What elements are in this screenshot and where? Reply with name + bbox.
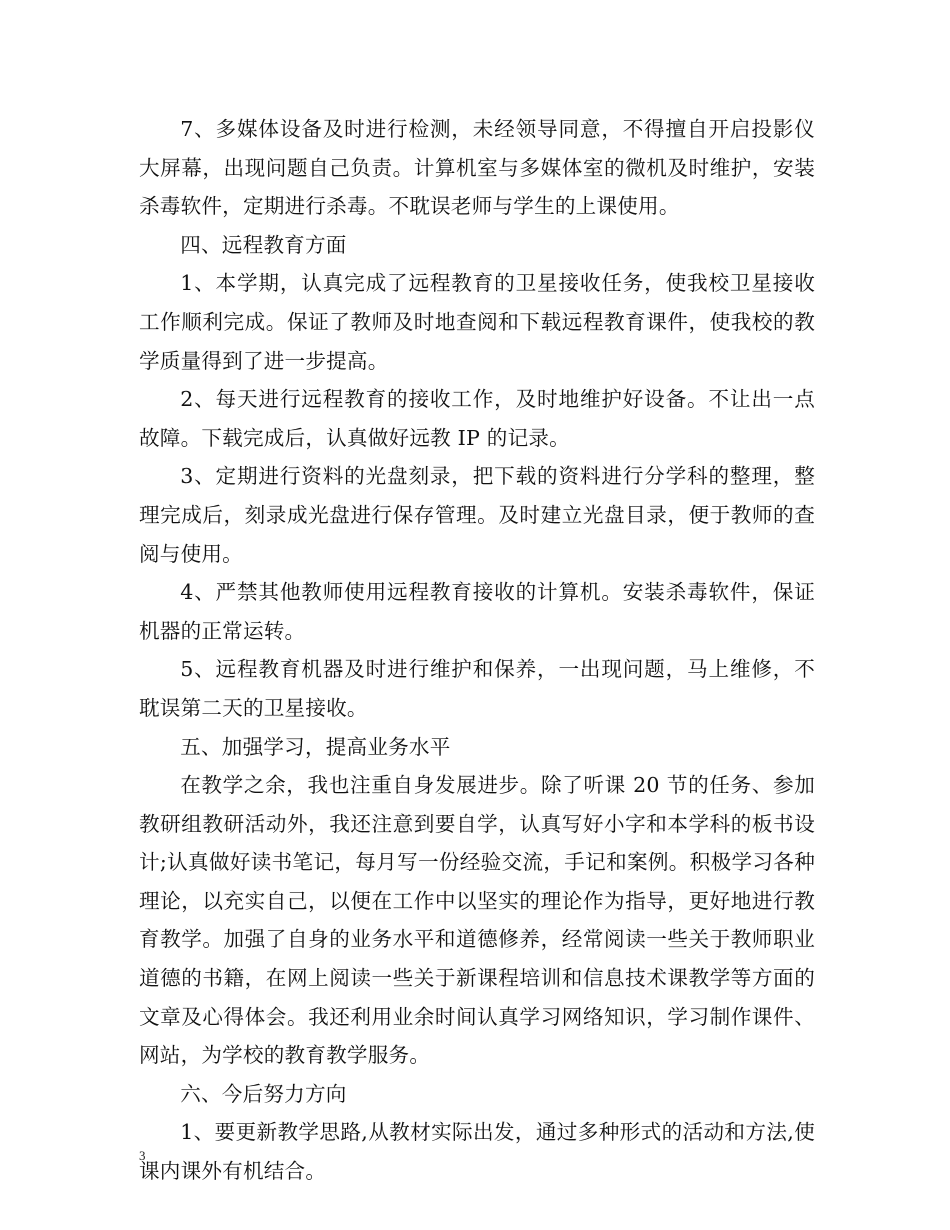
paragraph-future-item-1: 1、要更新教学思路,从教材实际出发，通过多种形式的活动和方法,使课内课外有机结合。 bbox=[139, 1120, 815, 1184]
section-heading-6-future-direction: 六、今后努力方向 bbox=[180, 1081, 347, 1106]
section-heading-5-study: 五、加强学习，提高业务水平 bbox=[180, 734, 451, 759]
paragraph-study: 在教学之余，我也注重自身发展进步。除了听课 20 节的任务、参加教研组教研活动外，我还注意到要自学，认真写好小字和本学科的板书设计;认真做好读书笔记，每月写一份经验交流，手记和案例。积极学习各种理论，以充实自己，以便在工作中以坚实的理论作为指导，更好地进行教育教学。加强了自身的业务水平和道德修养，经常阅读一些关于教师职业道德的书籍，在网上阅读一些关于新课程培训和信息技术课教学等方面的文章及心得体会。我还利用业余时间认真学习网络知识，学习制作课件、网站，为学校的教育教学服务。 bbox=[139, 773, 815, 1068]
document-body bbox=[139, 110, 815, 1191]
paragraph-remote-item-4: 4、严禁其他教师使用远程教育接收的计算机。安装杀毒软件，保证机器的正常运转。 bbox=[139, 580, 815, 643]
section-heading-4-remote-education: 四、远程教育方面 bbox=[180, 232, 347, 257]
page-number: 3 bbox=[139, 1148, 146, 1163]
paragraph-remote-item-3: 3、定期进行资料的光盘刻录，把下载的资料进行分学科的整理，整理完成后，刻录成光盘进行保存管理。及时建立光盘目录，便于教师的查阅与使用。 bbox=[139, 464, 815, 566]
paragraph-remote-item-1: 1、本学期，认真完成了远程教育的卫星接收任务，使我校卫星接收工作顺利完成。保证了教师及时地查阅和下载远程教育课件，使我校的教学质量得到了进一步提高。 bbox=[139, 271, 815, 373]
paragraph-remote-item-2: 2、每天进行远程教育的接收工作，及时地维护好设备。不让出一点故障。下载完成后，认真做好远教 IP 的记录。 bbox=[139, 387, 815, 450]
paragraph-item-7: 7、多媒体设备及时进行检测，未经领导同意，不得擅自开启投影仪大屏幕，出现问题自己负责。计算机室与多媒体室的微机及时维护，安装杀毒软件，定期进行杀毒。不耽误老师与学生的上课使用。 bbox=[139, 117, 815, 219]
paragraph-remote-item-5: 5、远程教育机器及时进行维护和保养，一出现问题，马上维修，不耽误第二天的卫星接收。 bbox=[139, 657, 815, 720]
